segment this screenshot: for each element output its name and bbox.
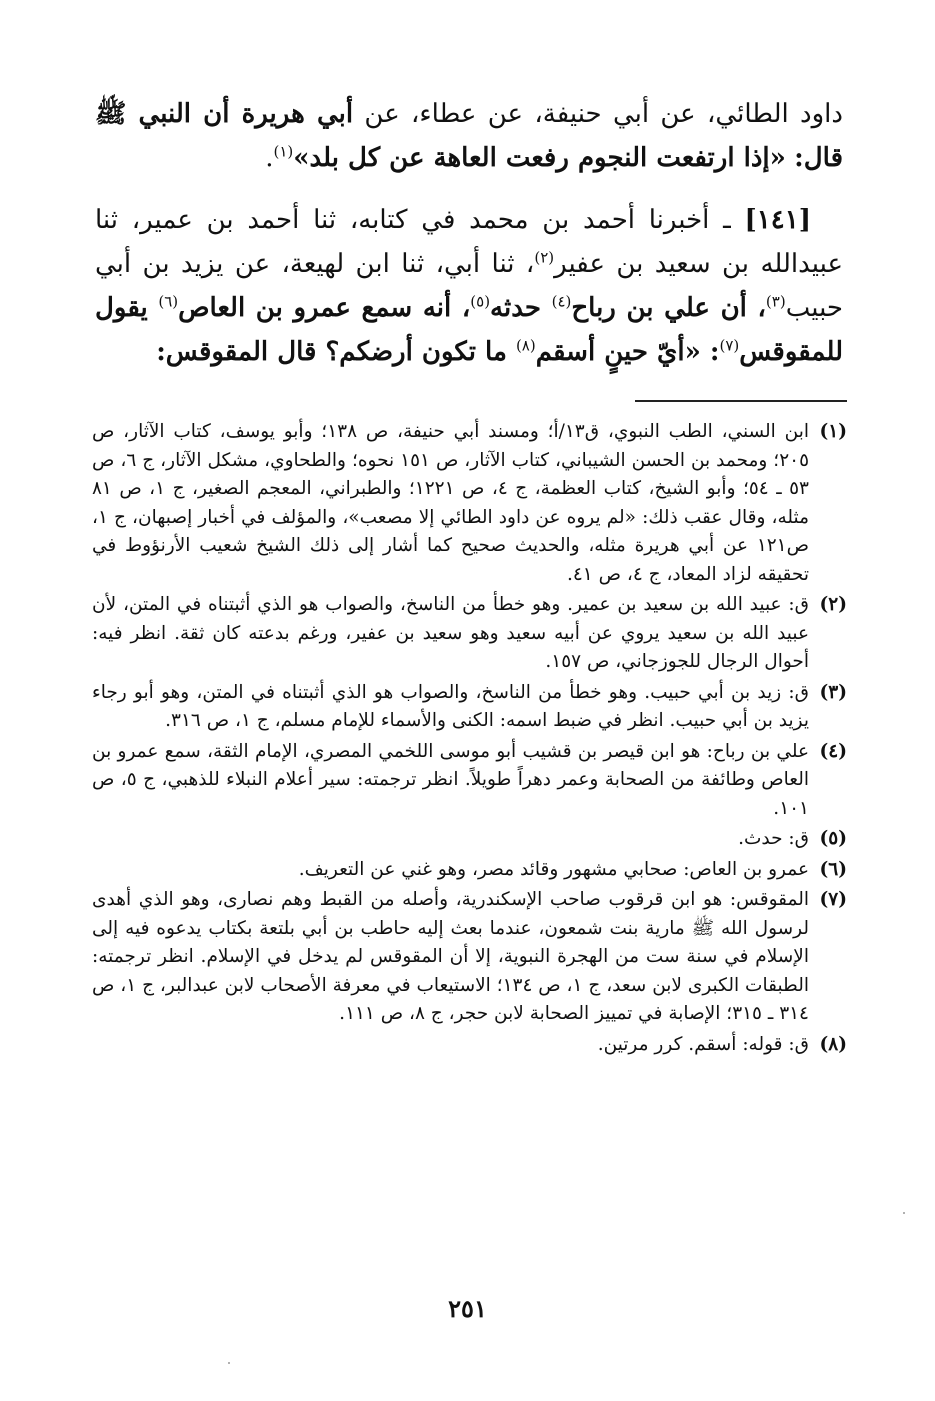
hadith-quote: «إذا ارتفعت النجوم رفعت العاهة عن كل بلد» (293, 143, 786, 173)
footnote-4 (92, 738, 847, 824)
footnote-7 (92, 886, 847, 1029)
footnote-number: (٦) (819, 858, 847, 880)
scan-speck (903, 1212, 905, 1214)
footnote-number: (٧) (819, 889, 847, 910)
footnote-text: ابن السني، الطب النبوي، ق١٣/أ؛ ومسند أبي حنيفة، ص ١٣٨؛ وأبو يوسف، كتاب الآثار، ص ٢٠٥؛ ومحمد بن الحسن الشيباني، كتاب الآثار، ص ١٥١ نحوه؛ والطحاوي، مشكل الآثار، ج ٦، ص ٥٣ ـ ٥٤؛ وأبو الشيخ، كتاب العظمة، ج ٤، ص ١٢٢١؛ والطبراني، المعجم الصغير، ج ١، ص ٨١ مثله، وقال عقب ذلك: «لم يروه عن داود الطائي إلا مصعب»، والمؤلف في أخبار إصبهان، ج ١، ص١٢١ عن أبي هريرة مثله، والحديث صحيح كما أشار إلى ذلك الشيخ شعيب الأرنؤوط في تحقيقه لزاد المعاد، ج ٤، ص ٤١. (92, 421, 810, 585)
footnote-separator (635, 400, 847, 402)
footnote-ref-6: (٦) (158, 292, 179, 311)
footnote-number: (٢) (819, 594, 847, 615)
footnote-text: عمرو بن العاص: صحابي مشهور وقائد مصر، وهو غني عن التعريف. (298, 858, 809, 880)
p2-text-4: حدثه (490, 293, 552, 323)
footnote-text: ق: عبيد الله بن سعيد بن عمير. وهو خطأ من الناسخ، والصواب هو الذي أثبتناه في المتن، لأن عبيد الله بن سعيد يروي عن أبيه سعيد وهو سعيد بن عفير، ورغم بدعته كان ثقة. انظر فيه: أحوال الرجال للجوزجاني، ص ١٥٧. (92, 594, 809, 672)
footnote-number: (١) (819, 421, 847, 442)
footnote-8 (92, 1031, 847, 1060)
hadith-number: [١٤١] (744, 205, 811, 235)
footnote-number: (٨) (819, 1033, 847, 1055)
p2-text-8: ما تكون أرضكم؟ قال المقوقس: (156, 337, 516, 367)
p2-text-1: ـ أخبرنا أحمد بن محمد في كتابه، ثنا أحمد بن عمير، ثنا عبيدالله بن سعيد بن عفير (95, 205, 843, 279)
footnote-number: (٥) (819, 828, 847, 849)
footnote-ref-1: (١) (273, 142, 294, 161)
paragraph-1 (95, 92, 843, 180)
scan-speck (228, 1362, 230, 1364)
p2-text-3: ، أن علي بن رباح (571, 293, 766, 323)
footnote-ref-7: (٧) (719, 336, 740, 355)
footnote-text: المقوقس: هو ابن قرقوب صاحب الإسكندرية، وأصله من القبط وهم نصارى، وهو الذي أهدى لرسول الله ﷺ مارية بنت شمعون، عندما بعث إليه حاطب بن أبي بلتعة بكتاب يدعوه فيه إلى الإسلام في سنة ست من الهجرة النبوية، إلا أن المقوقس لم يدخل في الإسلام. انظر ترجمته: الطبقات الكبرى لابن سعد، ج ١، ص ١٣٤؛ الاستيعاب في معرفة الأصحاب لابن عبدالبر، ج ١، ص ٣١٤ ـ ٣١٥؛ الإصابة في تمييز الصحابة لابن حجر، ج ٨، ص ١١١. (92, 889, 809, 1024)
footnote-2 (92, 591, 847, 677)
footnote-ref-5: (٥) (470, 292, 491, 311)
footnote-text: ق: حدث. (738, 828, 809, 849)
page-number: ٢٥١ (448, 1294, 487, 1323)
p2-text-6: يقول للمقوقس (95, 293, 843, 367)
footnote-ref-3: (٣) (765, 292, 786, 311)
footnote-3 (92, 679, 847, 736)
footnote-text: علي بن رباح: هو ابن قيصر بن قشيب أبو موسى اللخمي المصري، الإمام الثقة، سمع عمرو بن العاص وطائفة من الصحابة وعمر دهراً طويلاً. انظر ترجمته: سير أعلام النبلاء للذهبي، ج ٥، ص ١٠١. (92, 740, 809, 819)
footnote-1 (92, 418, 847, 589)
footnote-number: (٣) (819, 681, 847, 703)
footnote-ref-8: (٨) (515, 336, 536, 355)
p1-bold-text: أبي هريرة أن النبي ﷺ قال: (95, 99, 843, 173)
footnote-number: (٤) (819, 740, 847, 762)
main-text (95, 92, 843, 374)
footnote-6 (92, 856, 847, 885)
footnote-text: ق: قوله: أسقم. كرر مرتين. (597, 1033, 809, 1055)
p2-text-7: : «أيّ حينٍ أسقم (535, 337, 720, 367)
p1-end: . (265, 143, 274, 173)
footnote-ref-4: (٤) (551, 292, 572, 311)
footnote-5 (92, 825, 847, 854)
paragraph-2 (95, 198, 843, 374)
footnote-text: ق: زيد بن أبي حبيب. وهو خطأ من الناسخ، والصواب هو الذي أثبتناه في المتن، وهو أبو رجاء يزيد بن أبي حبيب. انظر في ضبط اسمه: الكنى والأسماء للإمام مسلم، ج ١، ص ٣١٦. (92, 681, 809, 731)
p1-text: داود الطائي، عن أبي حنيفة، عن عطاء، عن (353, 99, 843, 129)
p2-text-5: ، أنه سمع عمرو بن العاص (178, 293, 471, 323)
p2-text-2: ، ثنا أبي، ثنا ابن لهيعة، عن يزيد بن أبي حبيب (95, 249, 843, 323)
footnote-ref-2: (٢) (534, 248, 555, 267)
footnotes (92, 418, 847, 1061)
